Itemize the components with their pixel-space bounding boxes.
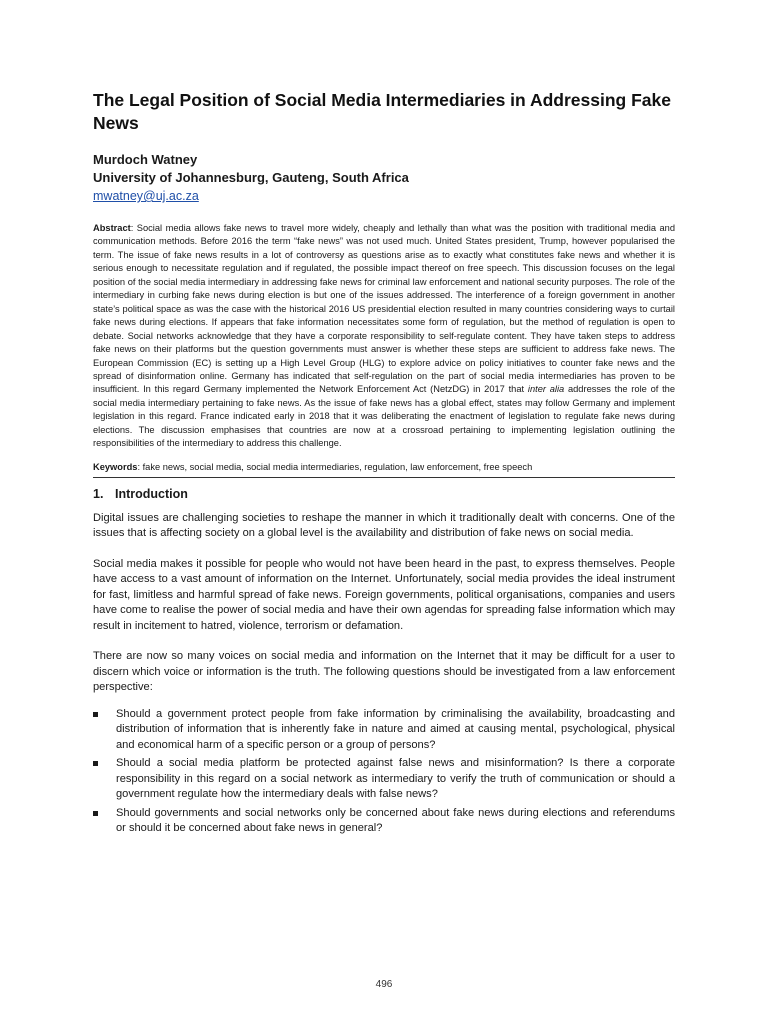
question-list [93,707,675,837]
author-affiliation: University of Johannesburg, Gauteng, South Africa [93,170,409,185]
list-item-text: Should a social media platform be protected against false news and misinformation? Is there a corporate responsibility in this regard on a social network as intermediary to verify the truth of communication or should a government regulate how the intermediary deals with false news? [116,757,675,801]
bullet-square-icon [93,712,98,717]
section-heading [93,486,675,502]
section-title: Introduction [115,486,188,501]
paragraph: Digital issues are challenging societies to reshape the manner in which it traditionally dealt with concerns. One of the issues that is affecting society on a global level is the availability and distribution of fake news on social media. [93,511,675,540]
abstract-text-part1: : Social media allows fake news to travel more widely, cheaply and lethally than what was the position with traditional media and communication methods. Before 2016 the term “fake news” was not used much. United States president, Trump, however popularised the term. The issue of fake news results in a lot of controversy as questions arise as to exactly what constitutes fake news and whether it is serious enough to necessitate regulation and if regulated, the possible impact thereof on free speech. This discussion focuses on the legal position of the social media intermediary in addressing fake news for criminal law enforcement and national security purposes. The role of the intermediary in curbing fake news during election is but one of the issues addressed. The interference of a foreign government in another state’s political space as was the case with the historical 2016 US presidential election resulted in many countries considering ways to curtail fake news during elections. If appears that fake information necessitates some form of regulation, but the method of regulation is open to debate. Social networks acknowledge that they have a corporate responsibility to self-regulate content. They have taken steps to address fake news on their platforms but the question governments must answer is whether these steps are sufficient to address fake news. The European Commission (EC) is setting up a High Level Group (HLG) to explore advice on policy initiatives to counter fake news and the spread of disinformation online. Germany has indicated that self-regulation on the part of social media intermediaries has proven to be insufficient. In this regard Germany implemented the Network Enforcement Act (NetzDG) in 2017 that [93,223,675,395]
author-email-link[interactable]: mwatney@uj.ac.za [93,189,199,203]
author-name: Murdoch Watney [93,152,198,167]
abstract-label: Abstract [93,223,131,233]
paper-title: The Legal Position of Social Media Intermediaries in Addressing Fake News [93,90,671,133]
list-item [93,707,675,754]
keywords-text: : fake news, social media, social media intermediaries, regulation, law enforcement, free speech [137,461,533,472]
abstract [93,222,675,451]
abstract-italic-term: inter alia [527,384,565,395]
keywords-label: Keywords [93,461,138,472]
paragraph: There are now so many voices on social media and information on the Internet that it may be difficult for a user to discern which voice or information is the truth. The following questions should be investigated from a law enforcement perspective: [93,650,675,694]
list-item [93,756,675,803]
list-item [93,806,675,837]
page-content [93,89,675,837]
bullet-square-icon [93,811,98,816]
section-number: 1. [93,486,104,501]
abstract-text-part2: addresses the role of the social media intermediary pertaining to fake news. As the issue of fake news has a global effect, states may follow Germany and implement legislation in this regard. France indicated early in 2018 that it was deliberating the enactment of legislation to regulate fake news during elections. The discussion emphasises that countries are now at a crossroad pertaining to implementing legislation outlining the responsibilities of the intermediary to address this challenge. [93,384,676,449]
list-item-text: Should governments and social networks only be concerned about fake news during elections and referendums or should it be concerned about fake news in general? [116,806,675,835]
list-item-text: Should a government protect people from fake information by criminalising the availability, broadcasting and distribution of information that is inherently fake in nature and aimed at causing mental, psychological, physical and economical harm of a specific person or a group of persons? [116,707,675,751]
keywords-divider [93,477,675,478]
paragraph: Social media makes it possible for people who would not have been heard in the past, to express themselves. People have access to a vast amount of information on the Internet. Unfortunately, social media provides the ideal instrument for fast, limitless and harmful spread of fake news. Foreign governments, political organisations, companies and users have come to realise the power of social media and have their own agendas for spreading false information which may result in incitement to hatred, violence, terrorism or defamation. [93,557,675,632]
keywords [93,461,675,474]
page-number: 496 [375,979,393,990]
bullet-square-icon [93,761,98,766]
